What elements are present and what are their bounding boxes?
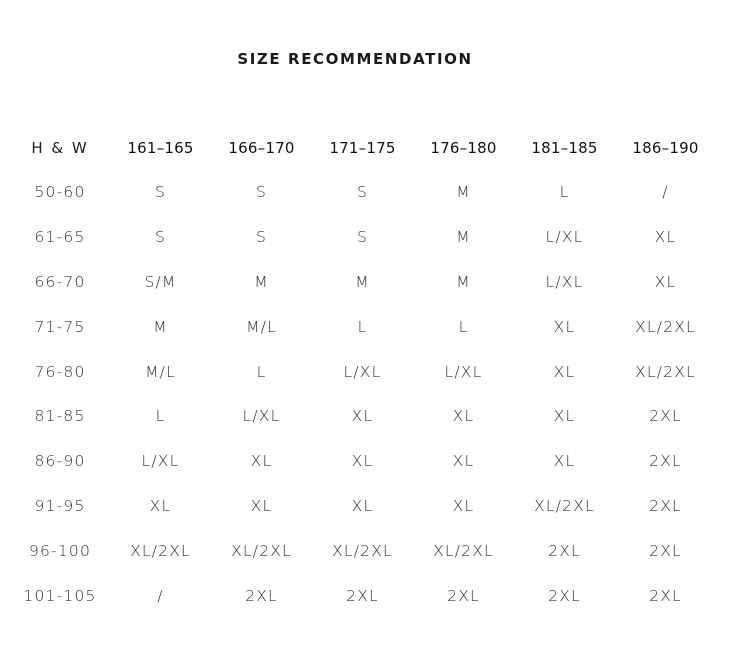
table-row (10, 215, 716, 260)
size-cell: 2XL (548, 586, 581, 605)
size-cell: M (254, 272, 269, 291)
table-row (10, 304, 716, 349)
size-cell: XL (553, 362, 576, 381)
weight-range-cell: 71-75 (34, 317, 86, 336)
page-title: SIZE RECOMMENDATION (237, 50, 473, 68)
size-cell: M (355, 272, 370, 291)
size-cell: M (456, 272, 471, 291)
size-cell: L/XL (545, 272, 584, 291)
size-cell: XL (351, 496, 374, 515)
height-range-header: 176–180 (430, 139, 497, 157)
weight-range-cell: 50-60 (34, 183, 86, 202)
size-cell: XL (452, 407, 475, 426)
table-row (10, 573, 716, 618)
size-cell: XL (149, 496, 172, 515)
size-cell: L/XL (444, 362, 483, 381)
size-cell: 2XL (548, 541, 581, 560)
table-row (10, 439, 716, 484)
weight-range-cell: 96-100 (28, 541, 92, 560)
size-cell: XL/2XL (130, 541, 191, 560)
size-cell: XL (351, 452, 374, 471)
height-range-header: 161–165 (127, 139, 194, 157)
size-cell: XL/2XL (332, 541, 393, 560)
size-cell: M (456, 228, 471, 247)
size-cell: L (256, 362, 267, 381)
height-range-header: 171–175 (329, 139, 396, 157)
size-cell: 2XL (649, 407, 682, 426)
size-cell: XL (250, 452, 273, 471)
size-cell: S (154, 183, 167, 202)
size-cell: 2XL (346, 586, 379, 605)
size-cell: XL (553, 407, 576, 426)
size-cell: XL/2XL (635, 362, 696, 381)
size-cell: S (255, 183, 268, 202)
size-cell: L (458, 317, 469, 336)
size-cell: S (356, 183, 369, 202)
table-row (10, 528, 716, 573)
weight-range-cell: 101-105 (23, 586, 97, 605)
size-cell: 2XL (649, 496, 682, 515)
table-row (10, 260, 716, 305)
size-cell: XL/2XL (534, 496, 595, 515)
weight-range-cell: 81-85 (34, 407, 86, 426)
size-cell: XL (553, 452, 576, 471)
size-cell: XL (452, 496, 475, 515)
size-cell: S (356, 228, 369, 247)
weight-range-cell: 66-70 (34, 272, 86, 291)
size-cell: L/XL (343, 362, 382, 381)
size-cell: XL (452, 452, 475, 471)
size-cell: M/L (246, 317, 277, 336)
weight-range-cell: 86-90 (34, 452, 86, 471)
size-cell: 2XL (245, 586, 278, 605)
table-row (10, 484, 716, 529)
size-cell: 2XL (649, 452, 682, 471)
height-range-header: 181–185 (531, 139, 598, 157)
weight-range-cell: 91-95 (34, 496, 86, 515)
size-cell: 2XL (649, 586, 682, 605)
size-cell: XL (250, 496, 273, 515)
size-cell: L/XL (141, 452, 180, 471)
size-cell: M/L (145, 362, 176, 381)
size-cell: S/M (144, 272, 177, 291)
size-cell: L/XL (545, 228, 584, 247)
size-cell: M (456, 183, 471, 202)
size-cell: XL (351, 407, 374, 426)
table-header-row (10, 126, 716, 170)
size-cell: L (357, 317, 368, 336)
weight-range-cell: 76-80 (34, 362, 86, 381)
size-chart-table (10, 126, 716, 618)
size-cell: XL/2XL (635, 317, 696, 336)
size-cell: M (153, 317, 168, 336)
size-cell: XL (654, 228, 677, 247)
table-row (10, 170, 716, 215)
size-cell: / (157, 586, 164, 605)
size-cell: S (154, 228, 167, 247)
size-cell: 2XL (649, 541, 682, 560)
size-cell: XL (654, 272, 677, 291)
size-cell: S (255, 228, 268, 247)
table-row (10, 349, 716, 394)
size-cell: XL/2XL (433, 541, 494, 560)
height-range-header: 166–170 (228, 139, 295, 157)
size-cell: L (559, 183, 570, 202)
size-cell: XL/2XL (231, 541, 292, 560)
height-range-header: 186–190 (632, 139, 699, 157)
weight-range-cell: 61-65 (34, 228, 86, 247)
size-cell: L/XL (242, 407, 281, 426)
size-cell: / (662, 183, 669, 202)
size-cell: XL (553, 317, 576, 336)
table-row (10, 394, 716, 439)
size-cell: 2XL (447, 586, 480, 605)
corner-header: H & W (31, 139, 89, 157)
size-cell: L (155, 407, 166, 426)
